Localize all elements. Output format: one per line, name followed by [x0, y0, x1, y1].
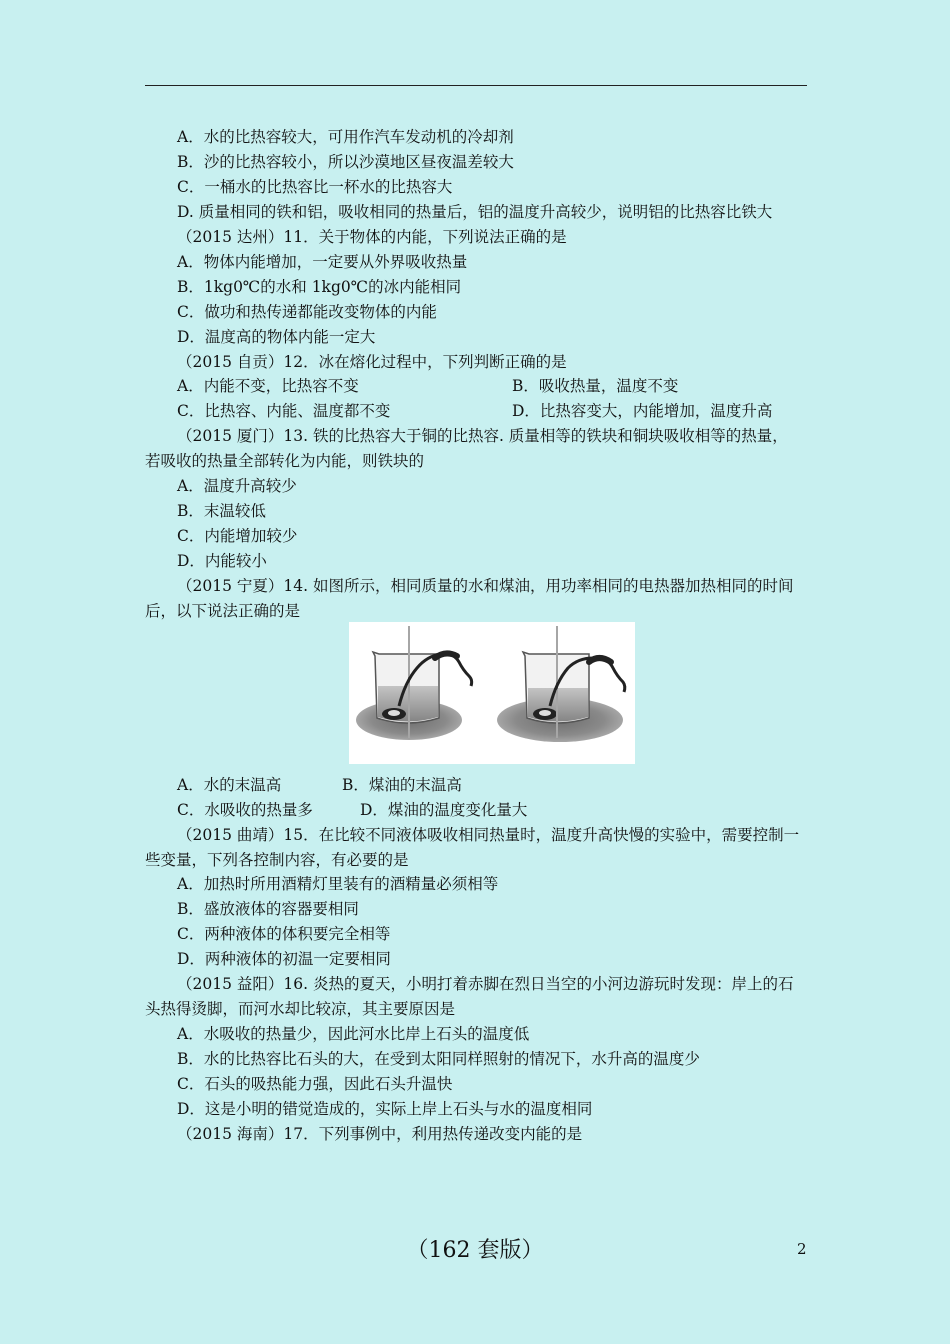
q14-option-b: B．煤油的末温高 — [342, 776, 462, 794]
q16-option-d: D．这是小明的错觉造成的，实际上岸上石头与水的温度相同 — [177, 1100, 593, 1118]
q15-stem: （2015 曲靖）15．在比较不同液体吸收相同热量时，温度升高快慢的实验中，需要控制一 — [177, 826, 800, 844]
q14-option-c: C．水吸收的热量多 — [177, 801, 313, 819]
q11-option-d: D．温度高的物体内能一定大 — [177, 328, 376, 346]
q15-option-c: C．两种液体的体积要完全相等 — [177, 925, 391, 943]
edition-footer: （162 套版） — [406, 1238, 544, 1263]
q17-stem: （2015 海南）17．下列事例中，利用热传递改变内能的是 — [177, 1125, 583, 1143]
q15-stem-cont: 些变量，下列各控制内容，有必要的是 — [145, 851, 409, 869]
q14-stem-cont: 后，以下说法正确的是 — [145, 602, 301, 620]
q12-stem: （2015 自贡）12．冰在熔化过程中，下列判断正确的是 — [177, 353, 567, 371]
q13-option-b: B．末温较低 — [177, 502, 266, 520]
q11-option-b: B．1kg0℃的水和 1kg0℃的冰内能相同 — [177, 278, 462, 296]
q14-stem: （2015 宁夏）14. 如图所示，相同质量的水和煤油，用功率相同的电热器加热相同的时间 — [177, 577, 794, 595]
q16-option-b: B．水的比热容比石头的大，在受到太阳同样照射的情况下，水升高的温度少 — [177, 1050, 700, 1068]
q12-option-a: A．内能不变，比热容不变 — [177, 377, 359, 395]
q13-option-d: D．内能较小 — [177, 552, 267, 570]
q16-option-a: A．水吸收的热量少，因此河水比岸上石头的温度低 — [177, 1025, 530, 1043]
q11-option-c: C．做功和热传递都能改变物体的内能 — [177, 303, 437, 321]
q10-option-d: D. 质量相同的铁和铝，吸收相同的热量后，铝的温度升高较少，说明铝的比热容比铁大 — [177, 203, 773, 221]
page-number: 2 — [797, 1240, 807, 1258]
q16-stem: （2015 益阳）16. 炎热的夏天，小明打着赤脚在烈日当空的小河边游玩时发现：岸上的石 — [177, 975, 794, 993]
q14-option-d: D．煤油的温度变化量大 — [360, 801, 528, 819]
q15-option-b: B．盛放液体的容器要相同 — [177, 900, 359, 918]
q15-option-a: A．加热时所用酒精灯里装有的酒精量必须相等 — [177, 875, 499, 893]
q14-option-a: A．水的末温高 — [177, 776, 282, 794]
q11-stem: （2015 达州）11．关于物体的内能，下列说法正确的是 — [177, 228, 567, 246]
water-beaker — [356, 626, 472, 740]
q13-stem: （2015 厦门）13. 铁的比热容大于铜的比热容. 质量相等的铁块和铜块吸收相等的热量， — [177, 427, 788, 445]
q12-option-d: D．比热容变大，内能增加，温度升高 — [512, 402, 773, 420]
beaker-figure — [349, 622, 635, 764]
q16-option-c: C．石头的吸热能力强，因此石头升温快 — [177, 1075, 453, 1093]
q10-option-b: B．沙的比热容较小，所以沙漠地区昼夜温差较大 — [177, 153, 514, 171]
q11-option-a: A．物体内能增加，一定要从外界吸收热量 — [177, 253, 468, 271]
beakers-illustration — [349, 622, 635, 764]
header-rule — [145, 85, 807, 86]
q16-stem-cont: 头热得烫脚，而河水却比较凉，其主要原因是 — [145, 1000, 456, 1018]
q15-option-d: D．两种液体的初温一定要相同 — [177, 950, 391, 968]
q10-option-a: A．水的比热容较大，可用作汽车发动机的冷却剂 — [177, 128, 514, 146]
q12-option-b: B．吸收热量，温度不变 — [512, 377, 679, 395]
q13-option-a: A．温度升高较少 — [177, 477, 297, 495]
q13-stem-cont: 若吸收的热量全部转化为内能，则铁块的 — [145, 452, 425, 470]
q10-option-c: C．一桶水的比热容比一杯水的比热容大 — [177, 178, 453, 196]
q13-option-c: C．内能增加较少 — [177, 527, 298, 545]
kerosene-beaker — [497, 626, 625, 742]
q12-option-c: C．比热容、内能、温度都不变 — [177, 402, 391, 420]
